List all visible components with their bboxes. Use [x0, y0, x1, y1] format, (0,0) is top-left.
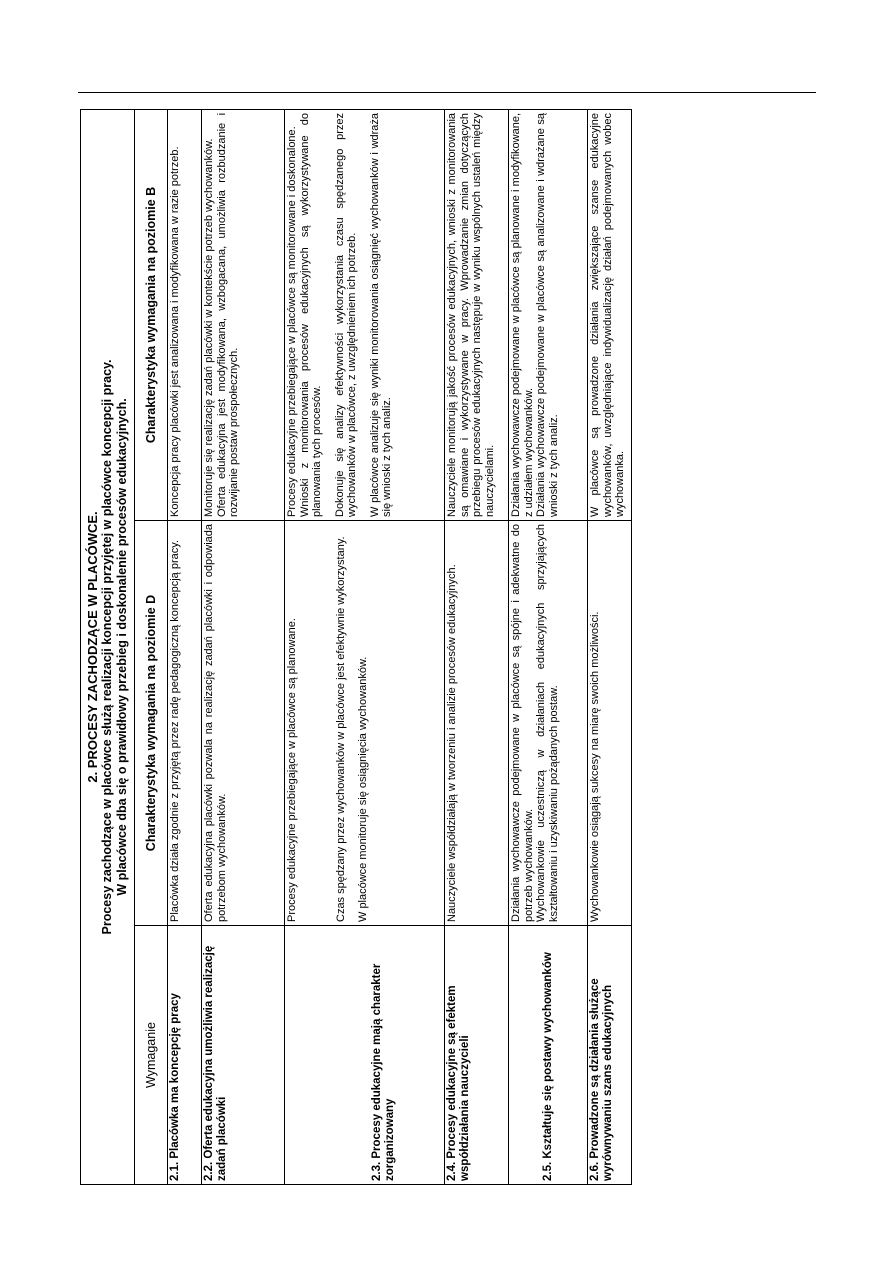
table-title [81, 109, 135, 1184]
table-row [202, 109, 285, 1184]
level-b-cell [445, 109, 509, 520]
level-b-text: Koncepcja pracy placówki jest analizowana i modyfikowana w razie potrzeb. [169, 146, 181, 517]
header-row [135, 109, 168, 1184]
requirement-cell: 2.4. Procesy edukacyjne są efektem współdziałania nauczycieli [445, 926, 509, 1185]
rotated-table-container [80, 110, 626, 1185]
level-d-text: W placówce monitoruje się osiągnięcia wychowanków. [357, 656, 369, 922]
rotated-page [80, 110, 626, 1185]
requirement-cell: 2.2. Oferta edukacyjna umożliwia realizację zadań placówki [202, 926, 285, 1185]
title-line-2: W placówce dba się o prawidłowy przebieg i doskonalenie procesów edukacyjnych. [115, 398, 129, 896]
level-d-cell [285, 521, 445, 926]
level-b-cell [168, 109, 202, 520]
section-heading: 2. PROCESY ZACHODZĄCE W PLACÓWCE. [85, 511, 100, 783]
level-d-text: Nauczyciele współdziałają w tworzeniu i analizie procesów edukacyjnych. [446, 564, 458, 922]
requirement-cell: 2.6. Prowadzone są działania służące wyrównywaniu szans edukacyjnych [588, 926, 632, 1185]
header-rule [78, 92, 816, 93]
table-row [588, 109, 632, 1184]
level-b-text: Dokonuje się analizy efektywności wykorzystania czasu spędzanego przez wychowanków w placówce, z uwzględnieniem ich potrzeb. [333, 112, 358, 517]
title-line-1: Procesy zachodzące w placówce służą realizacji koncepcji przyjętej w placówce koncepcji pracy. [100, 359, 114, 935]
requirement-cell: 2.5. Kształtuje się postawy wychowanków [509, 926, 588, 1185]
level-b-cell [588, 109, 632, 520]
level-d-cell [509, 521, 588, 926]
level-b-text: Wnioski z monitorowania procesów edukacyjnych są wykorzystywane do planowania tych procesów. [298, 112, 323, 517]
level-b-text: Monitoruje się realizację zadań placówki w kontekście potrzeb wychowanków. [203, 138, 215, 517]
level-d-text: Czas spędzany przez wychowanków w placówce jest efektywnie wykorzystany. [334, 536, 347, 922]
table-row [445, 109, 509, 1184]
level-b-cell [285, 109, 445, 520]
header-requirement: Wymaganie [135, 926, 168, 1185]
level-d-text: Placówka działa zgodnie z przyjętą przez radę pedagogiczną koncepcją pracy. [169, 540, 181, 922]
header-level-d: Charakterystyka wymagania na poziomie D [135, 521, 168, 926]
level-d-text: Procesy edukacyjne przebiegające w placówce są planowane. [286, 618, 298, 922]
table-row [509, 109, 588, 1184]
level-b-text: W placówce analizuje się wyniki monitorowania osiągnięć wychowanków i wdraża się wnioski z tych analiz. [368, 112, 393, 517]
level-b-cell [202, 109, 285, 520]
table-row [285, 109, 445, 1184]
requirements-table [80, 109, 632, 1185]
level-b-text: W placówce są prowadzone działania zwiększające szanse edukacyjne wychowanków, uwzględniające indywidualizację działań podejmowanych wobec wychowanka. [589, 112, 626, 517]
level-d-text: Oferta edukacyjna placówki pozwala na realizację zadań placówki i odpowiada potrzebom wychowanków. [203, 524, 228, 922]
requirement-cell: 2.3. Procesy edukacyjne mają charakter zorganizowany [285, 926, 445, 1185]
level-b-text: Działania wychowawcze podejmowane w placówce są analizowane i wdrażane są wnioski z tych analiz. [535, 112, 560, 517]
title-row [81, 109, 135, 1184]
level-d-cell [588, 521, 632, 926]
level-b-text: Procesy edukacyjne przebiegające w placówce są monitorowane i doskonalone. [286, 126, 298, 517]
level-b-text: Działania wychowawcze podejmowane w placówce są planowane i modyfikowane, z udziałem wychowanków. [510, 112, 535, 517]
level-b-cell [509, 109, 588, 520]
requirement-cell: 2.1. Placówka ma koncepcję pracy [168, 926, 202, 1185]
level-d-cell [202, 521, 285, 926]
header-level-b: Charakterystyka wymagania na poziomie B [135, 109, 168, 520]
level-d-text: Wychowankowie osiągają sukcesy na miarę swoich możliwości. [589, 611, 601, 922]
level-b-text: Nauczyciele monitorują jakość procesów edukacyjnych, wnioski z monitorowania są omawiane i wykorzystywane w pracy. Wprowadzanie zmian dotyczących przebiegu procesów edukacyjnych następuje w wyniku wspólnych ustaleń między nauczycielami. [446, 112, 496, 517]
table-row [168, 109, 202, 1184]
level-d-text: Działania wychowawcze podejmowane w placówce są spójne i adekwatne do potrzeb wychowanków. [510, 524, 535, 922]
level-d-cell [445, 521, 509, 926]
level-d-text: Wychowankowie uczestniczą w działaniach edukacyjnych sprzyjających kształtowaniu i uzyskiwaniu pożądanych postaw. [535, 524, 560, 922]
level-d-cell [168, 521, 202, 926]
level-b-text: Oferta edukacyjna jest modyfikowana, wzbogacana, umożliwia rozbudzanie i rozwijanie postaw prospołecznych. [215, 112, 240, 517]
